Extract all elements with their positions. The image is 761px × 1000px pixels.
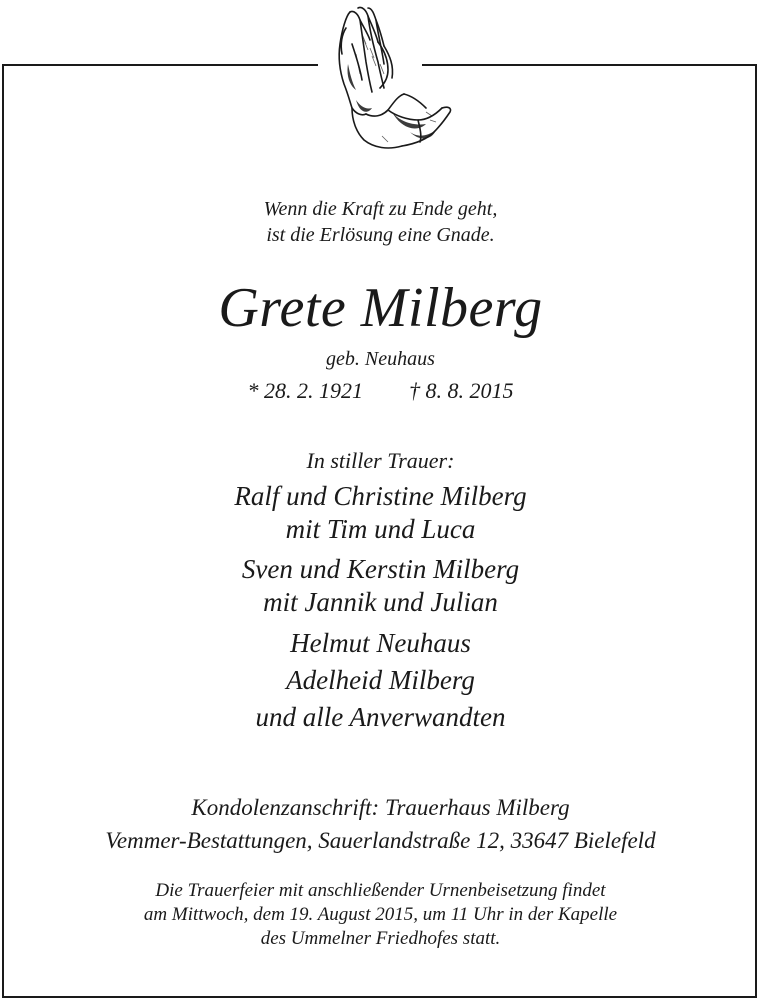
mourner-line: und alle Anverwandten (255, 702, 506, 732)
life-dates (0, 378, 761, 404)
contact-line-1: Kondolenzanschrift: Trauerhaus Milberg (191, 795, 570, 820)
praying-hands-icon (322, 4, 456, 156)
maiden-name: geb. Neuhaus (326, 348, 435, 370)
notice-line-2: am Mittwoch, dem 19. August 2015, um 11 Uhr in der Kapelle (143, 904, 618, 925)
contact-line-2: Vemmer-Bestattungen, Sauerlandstraße 12, 33647 Bielefeld (105, 828, 656, 853)
quote-line-2: ist die Erlösung eine Gnade. (266, 224, 495, 246)
mourning-heading: In stiller Trauer: (306, 448, 455, 473)
mourner-line: mit Tim und Luca (285, 514, 476, 544)
death-date: † 8. 8. 2015 (409, 378, 514, 403)
mourner-line: mit Jannik und Julian (263, 587, 498, 617)
deceased-name: Grete Milberg (218, 277, 543, 339)
mourner-line: Adelheid Milberg (286, 665, 475, 695)
mourner-line: Ralf und Christine Milberg (234, 481, 527, 511)
mourner-line: Sven und Kerstin Milberg (241, 554, 520, 584)
quote-line-1: Wenn die Kraft zu Ende geht, (263, 198, 498, 220)
mourner-line: Helmut Neuhaus (290, 628, 471, 658)
birth-date: * 28. 2. 1921 (247, 378, 363, 403)
notice-line-1: Die Trauerfeier mit anschließender Urnenbeisetzung findet (155, 880, 606, 901)
notice-line-3: des Ummelner Friedhofes statt. (260, 928, 501, 949)
